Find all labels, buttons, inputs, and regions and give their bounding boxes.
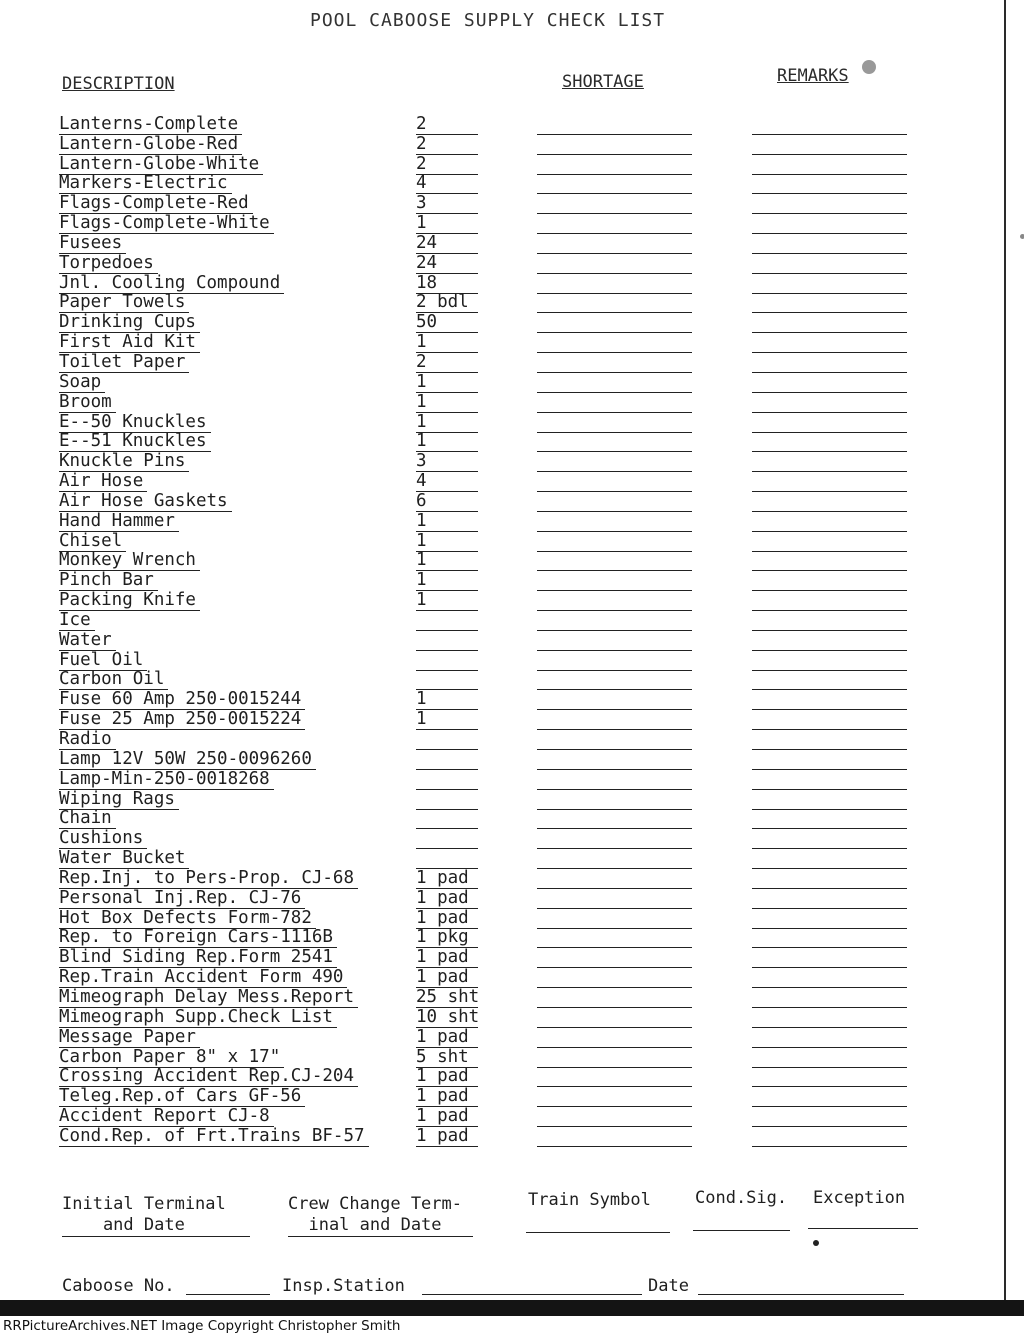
item-quantity <box>416 651 478 671</box>
item-description: Lamp 12V 50W 250-0096260 <box>59 750 316 770</box>
item-description: Hand Hammer <box>59 512 179 532</box>
scan-edge <box>0 1300 1024 1316</box>
item-description: Hot Box Defects Form-782 <box>59 909 316 929</box>
item-quantity: 4 <box>416 472 478 492</box>
item-description: Fuse 60 Amp 250-0015244 <box>59 690 305 710</box>
item-quantity: 1 <box>416 571 478 591</box>
item-description: Personal Inj.Rep. CJ-76 <box>59 889 305 909</box>
item-quantity: 1 <box>416 690 478 710</box>
item-quantity: 5 sht <box>416 1048 478 1068</box>
page-edge <box>1004 0 1024 1300</box>
item-description: Rep.Train Accident Form 490 <box>59 968 347 988</box>
item-quantity: 10 sht <box>416 1006 480 1027</box>
item-quantity: 1 <box>416 532 478 552</box>
insp-station-blank[interactable] <box>422 1294 642 1295</box>
list-item <box>0 790 1000 810</box>
crew-change-label: Crew Change Term- inal and Date <box>288 1194 462 1235</box>
list-item <box>0 214 1000 234</box>
item-description: Carbon Paper 8" x 17" <box>59 1048 284 1068</box>
item-quantity <box>416 611 478 631</box>
item-description: Accident Report CJ-8 <box>59 1107 274 1127</box>
supply-list <box>0 115 1000 1147</box>
list-item <box>0 571 1000 591</box>
item-description: Water <box>59 631 116 651</box>
item-quantity <box>416 670 478 690</box>
item-description: Cond.Rep. of Frt.Trains BF-57 <box>59 1127 369 1147</box>
item-description: Fuse 25 Amp 250-0015224 <box>59 710 305 730</box>
item-quantity: 1 pad <box>416 869 478 889</box>
item-description: Flags-Complete-White <box>59 214 274 234</box>
item-quantity: 1 <box>416 393 478 413</box>
item-quantity: 1 pad <box>416 1127 478 1147</box>
list-item <box>0 671 1000 691</box>
item-quantity: 1 pad <box>416 889 478 909</box>
list-item <box>0 1028 1000 1048</box>
item-quantity <box>416 829 478 849</box>
column-header-description: DESCRIPTION <box>62 74 175 94</box>
item-description: Jnl. Cooling Compound <box>59 274 284 294</box>
item-description: Torpedoes <box>59 254 158 274</box>
shortage-blank[interactable] <box>537 1145 692 1147</box>
list-item <box>0 1048 1000 1068</box>
list-item <box>0 353 1000 373</box>
item-description: Broom <box>59 393 116 413</box>
ink-speck <box>813 1240 819 1246</box>
list-item <box>0 135 1000 155</box>
list-item <box>0 1107 1000 1127</box>
list-item <box>0 313 1000 333</box>
item-description: E--50 Knuckles <box>59 413 211 433</box>
caboose-no-label: Caboose No. <box>62 1276 175 1296</box>
list-item <box>0 115 1000 135</box>
item-quantity: 6 <box>416 492 478 512</box>
list-item <box>0 909 1000 929</box>
item-quantity: 1 <box>416 710 478 730</box>
item-description: Flags-Complete-Red <box>59 194 253 214</box>
list-item <box>0 472 1000 492</box>
item-quantity: 18 <box>416 274 478 294</box>
list-item <box>0 413 1000 433</box>
item-quantity <box>416 849 478 869</box>
list-item <box>0 274 1000 294</box>
list-item <box>0 155 1000 175</box>
item-description: Fuel Oil <box>59 651 147 671</box>
item-quantity: 1 <box>416 432 478 452</box>
item-quantity: 4 <box>416 174 478 194</box>
initial-terminal-blank[interactable] <box>62 1236 250 1237</box>
list-item <box>0 333 1000 353</box>
item-description: Fusees <box>59 234 126 254</box>
item-quantity: 1 pad <box>416 948 478 968</box>
item-description: First Aid Kit <box>59 333 200 353</box>
item-description: Chain <box>59 809 116 829</box>
item-quantity: 1 pkg <box>416 928 478 948</box>
item-description: Rep.Inj. to Pers-Prop. CJ-68 <box>59 869 358 889</box>
item-description: Air Hose Gaskets <box>59 492 232 512</box>
list-item <box>0 373 1000 393</box>
list-item <box>0 492 1000 512</box>
item-description: Ice <box>59 611 95 631</box>
item-quantity: 1 <box>416 413 478 433</box>
column-header-remarks: REMARKS <box>777 66 849 86</box>
item-description: E--51 Knuckles <box>59 432 211 452</box>
item-quantity: 1 <box>416 551 478 571</box>
list-item <box>0 988 1000 1008</box>
item-description: Message Paper <box>59 1028 200 1048</box>
item-description: Rep. to Foreign Cars-1116B <box>59 928 337 948</box>
date-blank[interactable] <box>698 1294 904 1295</box>
item-quantity <box>416 790 478 810</box>
list-item <box>0 631 1000 651</box>
copyright-caption: RRPictureArchives.NET Image Copyright Christopher Smith <box>0 1316 1024 1336</box>
caboose-no-blank[interactable] <box>186 1294 270 1295</box>
train-symbol-label: Train Symbol <box>528 1190 651 1210</box>
item-quantity: 1 pad <box>416 1067 478 1087</box>
item-quantity: 24 <box>416 234 478 254</box>
list-item <box>0 591 1000 611</box>
item-quantity: 1 <box>416 512 478 532</box>
list-item <box>0 869 1000 889</box>
item-quantity: 1 <box>416 373 478 393</box>
item-quantity: 3 <box>416 452 478 472</box>
item-quantity: 1 <box>416 214 478 234</box>
item-description: Air Hose <box>59 472 147 492</box>
list-item <box>0 294 1000 314</box>
item-description: Markers-Electric <box>59 174 232 194</box>
item-quantity: 1 <box>416 591 478 611</box>
list-item <box>0 175 1000 195</box>
item-description: Lantern-Globe-Red <box>59 135 242 155</box>
list-item <box>0 710 1000 730</box>
list-item <box>0 1087 1000 1107</box>
item-quantity <box>416 631 478 651</box>
item-quantity: 1 pad <box>416 1087 478 1107</box>
item-description: Crossing Accident Rep.CJ-204 <box>59 1067 358 1087</box>
item-description: Carbon Oil <box>59 670 168 690</box>
list-item <box>0 651 1000 671</box>
item-quantity: 1 pad <box>416 968 478 988</box>
item-description: Knuckle Pins <box>59 452 189 472</box>
item-description: Water Bucket <box>59 849 189 869</box>
item-description: Wiping Rags <box>59 790 179 810</box>
item-quantity: 1 pad <box>416 909 478 929</box>
list-item <box>0 452 1000 472</box>
item-description: Lamp-Min-250-0018268 <box>59 770 274 790</box>
item-description: Lantern-Globe-White <box>59 155 263 175</box>
item-quantity: 1 pad <box>416 1028 478 1048</box>
list-item <box>0 770 1000 790</box>
item-description: Paper Towels <box>59 293 189 313</box>
list-item <box>0 393 1000 413</box>
item-quantity <box>416 750 478 770</box>
list-item <box>0 690 1000 710</box>
remarks-blank[interactable] <box>752 1145 907 1147</box>
item-quantity: 3 <box>416 194 478 214</box>
item-description: Mimeograph Supp.Check List <box>59 1008 337 1028</box>
item-description: Lanterns-Complete <box>59 115 242 135</box>
list-item <box>0 552 1000 572</box>
page-title: POOL CABOOSE SUPPLY CHECK LIST <box>310 10 666 31</box>
list-item <box>0 929 1000 949</box>
list-item <box>0 194 1000 214</box>
list-item <box>0 1008 1000 1028</box>
list-item <box>0 512 1000 532</box>
item-description: Monkey Wrench <box>59 551 200 571</box>
list-item <box>0 611 1000 631</box>
item-quantity <box>416 809 478 829</box>
item-description: Packing Knife <box>59 591 200 611</box>
list-item <box>0 433 1000 453</box>
list-item <box>0 948 1000 968</box>
list-item <box>0 730 1000 750</box>
item-description: Pinch Bar <box>59 571 158 591</box>
item-quantity: 2 <box>416 155 478 175</box>
item-description: Radio <box>59 730 116 750</box>
item-quantity: 2 <box>416 115 478 135</box>
item-description: Chisel <box>59 532 126 552</box>
crew-change-blank[interactable] <box>288 1236 473 1237</box>
list-item <box>0 1127 1000 1147</box>
list-item <box>0 234 1000 254</box>
item-description: Toilet Paper <box>59 353 189 373</box>
list-item <box>0 810 1000 830</box>
list-item <box>0 750 1000 770</box>
date-label: Date <box>648 1276 689 1296</box>
item-quantity: 1 pad <box>416 1107 478 1127</box>
cond-sig-blank[interactable] <box>693 1230 790 1231</box>
list-item <box>0 849 1000 869</box>
item-quantity: 2 <box>416 353 478 373</box>
item-description: Teleg.Rep.of Cars GF-56 <box>59 1087 305 1107</box>
exception-blank[interactable] <box>808 1228 918 1229</box>
item-quantity: 2 bdl <box>416 293 478 313</box>
cond-sig-label: Cond.Sig. <box>695 1188 788 1208</box>
item-description: Soap <box>59 373 105 393</box>
column-header-shortage: SHORTAGE <box>562 72 644 92</box>
item-quantity: 50 <box>416 313 478 333</box>
list-item <box>0 829 1000 849</box>
list-item <box>0 889 1000 909</box>
exception-label: Exception <box>813 1188 906 1208</box>
item-quantity <box>416 730 478 750</box>
item-quantity: 24 <box>416 254 478 274</box>
insp-station-label: Insp.Station <box>282 1276 405 1296</box>
item-description: Cushions <box>59 829 147 849</box>
item-description: Mimeograph Delay Mess.Report <box>59 988 358 1008</box>
item-quantity: 1 <box>416 333 478 353</box>
list-item <box>0 254 1000 274</box>
punch-mark <box>862 60 876 74</box>
item-quantity: 2 <box>416 135 478 155</box>
initial-terminal-label: Initial Terminal and Date <box>62 1194 226 1235</box>
train-symbol-blank[interactable] <box>526 1232 670 1233</box>
item-description: Blind Siding Rep.Form 2541 <box>59 948 337 968</box>
item-quantity: 25 sht <box>416 986 480 1007</box>
list-item <box>0 532 1000 552</box>
edge-speck <box>1020 234 1024 239</box>
item-quantity <box>416 770 478 790</box>
list-item <box>0 1068 1000 1088</box>
item-description: Drinking Cups <box>59 313 200 333</box>
list-item <box>0 968 1000 988</box>
